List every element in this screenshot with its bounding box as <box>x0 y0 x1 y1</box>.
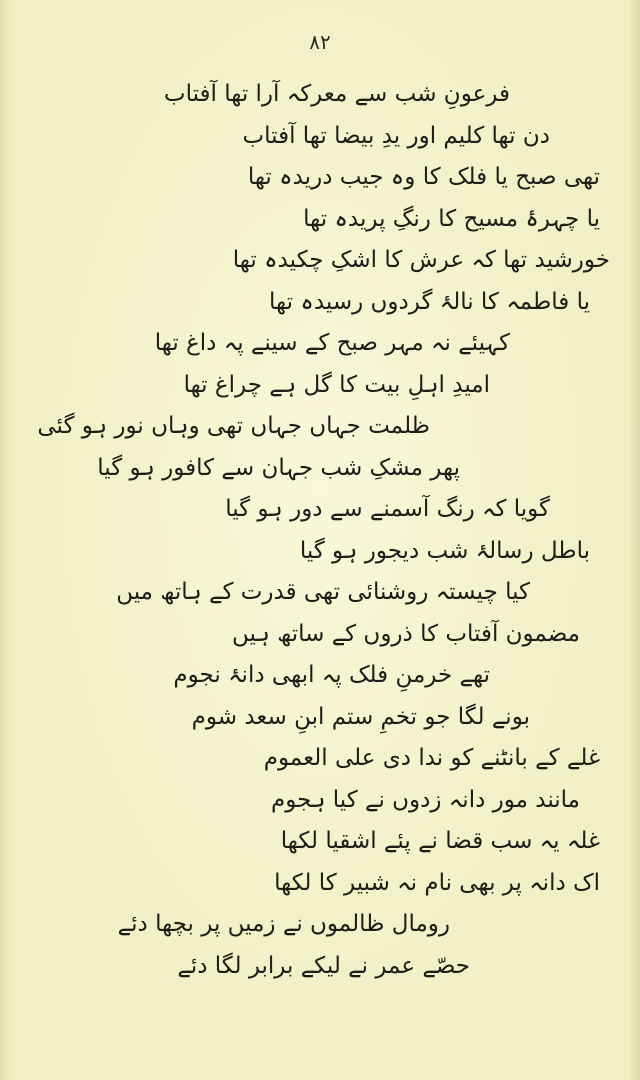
poem-line: غلے کے بانٹنے کو ندا دی علی العموم <box>263 745 600 771</box>
poem-body <box>20 74 620 987</box>
poem-line: باطل رسالۂ شب دیجور ہو گیا <box>299 537 590 564</box>
poem-line: امیدِ اہلِ بیت کا گل ہے چراغ تھا <box>183 371 490 398</box>
poem-line: بونے لگا جو تخمِ ستم ابنِ سعد شوم <box>191 703 530 730</box>
poem-line: مضمون آفتاب کا ذروں کے ساتھ ہیں <box>231 620 580 647</box>
poem-line: غلہ یہ سب قضا نے پئے اشقیا لکھا <box>280 828 600 854</box>
page-number: ۸۲ <box>309 30 331 54</box>
poem-line: یا چہرۂ مسیح کا رنگِ پریدہ تھا <box>303 205 600 232</box>
poem-line: فرعونِ شب سے معرکہ آرا تھا آفتاب <box>163 81 510 107</box>
poem-line: کہیئے نہ مہر صبح کے سینے پہ داغ تھا <box>154 330 510 356</box>
poem-line: ظلمت جہاں جہاں تھی وہاں نور ہو گئی <box>37 413 430 439</box>
poem-line: پھر مشکِ شب جہان سے کافور ہو گیا <box>97 454 460 481</box>
poem-line: اک دانہ پر بھی نام نہ شبیر کا لکھا <box>274 869 600 896</box>
poem-line: حصّے عمر نے لیکے برابر لگا دئے <box>177 952 470 979</box>
poem-line: گویا کہ رنگ آسمنے سے دور ہو گیا <box>225 496 550 522</box>
poem-line: دن تھا کلیم اور یدِ بیضا تھا آفتاب <box>242 122 550 149</box>
poem-line: یا فاطمہ کا نالۂ گردوں رسیدہ تھا <box>269 288 590 315</box>
poem-line: تھی صبح یا فلک کا وہ جیب دریدہ تھا <box>247 164 600 190</box>
poem-line: تھے خرمنِ فلک پہ ابھی دانۂ نجوم <box>173 662 490 688</box>
poem-line: رومال ظالموں نے زمیں پر بچھا دئے <box>117 911 450 937</box>
poem-line: مانند مور دانہ زدوں نے کیا ہجوم <box>271 786 580 813</box>
poem-line: خورشید تھا کہ عرش کا اشکِ چکیدہ تھا <box>232 247 610 273</box>
poem-line: کیا چیستہ روشنائی تھی قدرت کے ہاتھ میں <box>116 579 530 605</box>
